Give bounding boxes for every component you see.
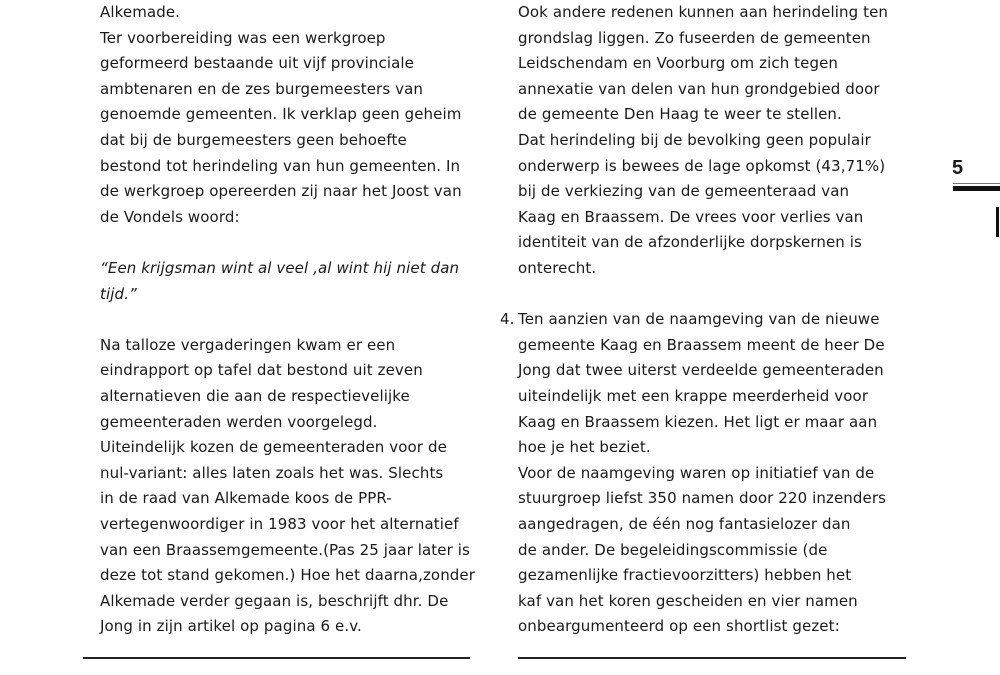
text-line: Ook andere redenen kunnen aan herindeling ten	[518, 3, 889, 21]
text-line: aangedragen, de één nog fantasielozer dan	[518, 515, 851, 533]
text-line: onterecht.	[518, 259, 597, 277]
left-divider	[83, 657, 470, 659]
text-line: Jong dat twee uiterst verdeelde gemeenteraden	[518, 361, 884, 379]
text-line: onbeargumenteerd op een shortlist gezet:	[518, 617, 840, 635]
text-line: nul-variant: alles laten zoals het was. Slechts	[100, 464, 444, 482]
text-line: Alkemade verder gegaan is, beschrijft dhr. De	[100, 592, 449, 610]
text-line: alternatieven die aan de respectievelijke	[100, 387, 410, 405]
text-line: eindrapport op tafel dat bestond uit zeven	[100, 361, 423, 379]
right-divider	[518, 657, 906, 659]
list-item	[500, 309, 880, 329]
text-line: Ten aanzien van de naamgeving van de nieuwe	[518, 310, 880, 328]
text-line: geformeerd bestaande uit vijf provinciale	[100, 54, 415, 72]
text-line: Kaag en Braassem. De vrees voor verlies van	[518, 208, 864, 226]
text-line: dat bij de burgemeesters geen behoefte	[100, 131, 407, 149]
text-line: Uiteindelijk kozen de gemeenteraden voor de	[100, 438, 447, 456]
page-marker-vertical	[996, 207, 999, 237]
text-line: Alkemade.	[100, 3, 181, 21]
text-line: in de raad van Alkemade koos de PPR-	[100, 489, 392, 507]
text-line: annexatie van delen van hun grondgebied door	[518, 80, 880, 98]
text-line: onderwerp is bewees de lage opkomst (43,71%)	[518, 157, 886, 175]
text-line: bestond tot herindeling van hun gemeenten. In	[100, 157, 461, 175]
text-line: Na talloze vergaderingen kwam er een	[100, 336, 396, 354]
text-line: de werkgroep opereerden zij naar het Joost van	[100, 182, 462, 200]
quote-line: “Een krijgsman wint al veel ,al wint hij niet dan	[100, 259, 460, 277]
text-line: kaf van het koren gescheiden en vier namen	[518, 592, 858, 610]
text-line: Leidschendam en Voorburg om zich tegen	[518, 54, 839, 72]
text-line: deze tot stand gekomen.) Hoe het daarna,zonder	[100, 566, 476, 584]
text-line: hoe je het beziet.	[518, 438, 651, 456]
text-line: uiteindelijk met een krappe meerderheid voor	[518, 387, 869, 405]
quote-line: tijd.”	[100, 285, 137, 303]
text-line: ambtenaren en de zes burgemeesters van	[100, 80, 423, 98]
text-line: grondslag liggen. Zo fuseerden de gemeenten	[518, 29, 871, 47]
text-line: Dat herindeling bij de bevolking geen populair	[518, 131, 871, 149]
page-marker-thin-line	[953, 183, 1000, 184]
text-line: identiteit van de afzonderlijke dorpskernen is	[518, 233, 862, 251]
text-line: gemeenteraden werden voorgelegd.	[100, 413, 378, 431]
text-line: Kaag en Braassem kiezen. Het ligt er maar aan	[518, 413, 878, 431]
text-line: de gemeente Den Haag te weer te stellen.	[518, 105, 842, 123]
text-line: Jong in zijn artikel op pagina 6 e.v.	[100, 617, 362, 635]
text-line: genoemde gemeenten. Ik verklap geen geheim	[100, 105, 462, 123]
text-line: de Vondels woord:	[100, 208, 240, 226]
text-line: Voor de naamgeving waren op initiatief van de	[518, 464, 875, 482]
text-line: stuurgroep liefst 350 namen door 220 inzenders	[518, 489, 887, 507]
text-line: gemeente Kaag en Braassem meent de heer De	[518, 336, 885, 354]
list-item-number: 4.	[500, 310, 515, 328]
text-line: van een Braassemgemeente.(Pas 25 jaar later is	[100, 541, 470, 559]
page-number: 5	[952, 157, 964, 179]
text-line: bij de verkiezing van de gemeenteraad van	[518, 182, 850, 200]
text-line: vertegenwoordiger in 1983 voor het alternatief	[100, 515, 459, 533]
text-line: gezamenlijke fractievoorzitters) hebben het	[518, 566, 852, 584]
page-marker-bar	[953, 186, 1000, 191]
text-line: Ter voorbereiding was een werkgroep	[100, 29, 386, 47]
text-line: de ander. De begeleidingscommissie (de	[518, 541, 828, 559]
